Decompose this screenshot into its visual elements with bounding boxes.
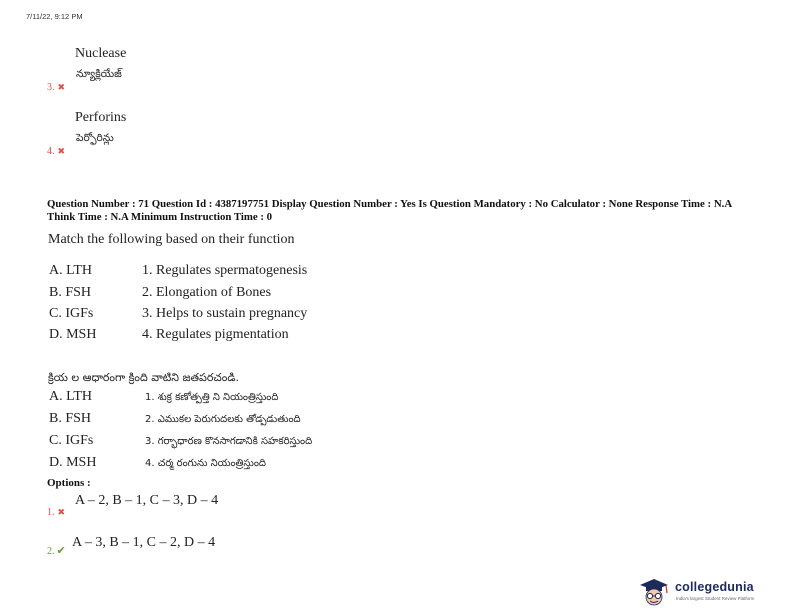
match-left: C. IGFs (49, 306, 94, 321)
option-2-marker (47, 544, 66, 557)
match-right: 3. Helps to sustain pregnancy (142, 306, 308, 321)
cross-icon: ✖ (57, 507, 66, 517)
option-1-marker (47, 507, 65, 518)
brand-tagline: India's largest Student Review Platform (676, 596, 755, 601)
question-text: Match the following based on their function (48, 232, 295, 247)
print-timestamp: 7/11/22, 9:12 PM (26, 12, 83, 21)
option-3-english: Nuclease (75, 46, 127, 61)
match-left: B. FSH (49, 285, 92, 300)
option-4-number: 4. (47, 146, 55, 157)
brand-name: collegedunia (675, 580, 754, 594)
match-left: A. LTH (49, 389, 93, 404)
options-label: Options : (47, 477, 91, 489)
option-2-text: A – 3, B – 1, C – 2, D – 4 (72, 535, 216, 550)
option-1-text: A – 2, B – 1, C – 3, D – 4 (75, 493, 219, 508)
cross-icon: ✖ (57, 82, 66, 92)
match-right: 3. గర్భాధారణ కొనసాగడానికి సహకరిస్తుంది (145, 436, 313, 447)
match-left: C. IGFs (49, 433, 94, 448)
option-3-marker (47, 82, 65, 93)
option-3-telugu: న్యూక్లియేజ్ (76, 68, 122, 80)
match-right: 4. Regulates pigmentation (142, 327, 289, 342)
option-4-telugu: పెర్ఫోరిన్లు (76, 132, 114, 144)
option-3-number: 3. (47, 82, 55, 93)
option-4-marker (47, 146, 65, 157)
match-right: 2. ఎముకల పెరుగుదలకు తోడ్పడుతుంది (145, 414, 301, 425)
cross-icon: ✖ (57, 146, 66, 156)
match-table-english (49, 263, 369, 353)
graduate-mascot-icon (637, 577, 671, 607)
match-left: A. LTH (49, 263, 93, 278)
option-2-number: 2. (47, 546, 55, 557)
match-left: D. MSH (49, 455, 97, 470)
check-icon: ✔ (56, 545, 66, 557)
match-left: D. MSH (49, 327, 97, 342)
match-right: 1. Regulates spermatogenesis (142, 263, 308, 278)
collegedunia-logo (637, 577, 787, 607)
question-text-telugu: క్రియ ల ఆధారంగా క్రింది వాటిని జతపరచండి. (48, 371, 239, 384)
question-meta: Question Number : 71 Question Id : 4387197751 Display Question Number : Yes Is Question Mandatory : No Calculator : None Response Time : N.A Think Time : N.A Minimum Instruction Time : 0 (47, 198, 732, 223)
option-1-number: 1. (47, 507, 55, 518)
match-right: 1. శుక్ర కణోత్పత్తి ని నియంత్రిస్తుంది (145, 392, 279, 403)
option-4-english: Perforins (75, 110, 127, 125)
match-right: 2. Elongation of Bones (142, 285, 272, 300)
match-table-telugu (49, 389, 389, 479)
match-left: B. FSH (49, 411, 92, 426)
match-right: 4. చర్మ రంగును నియంత్రిస్తుంది (145, 458, 266, 469)
